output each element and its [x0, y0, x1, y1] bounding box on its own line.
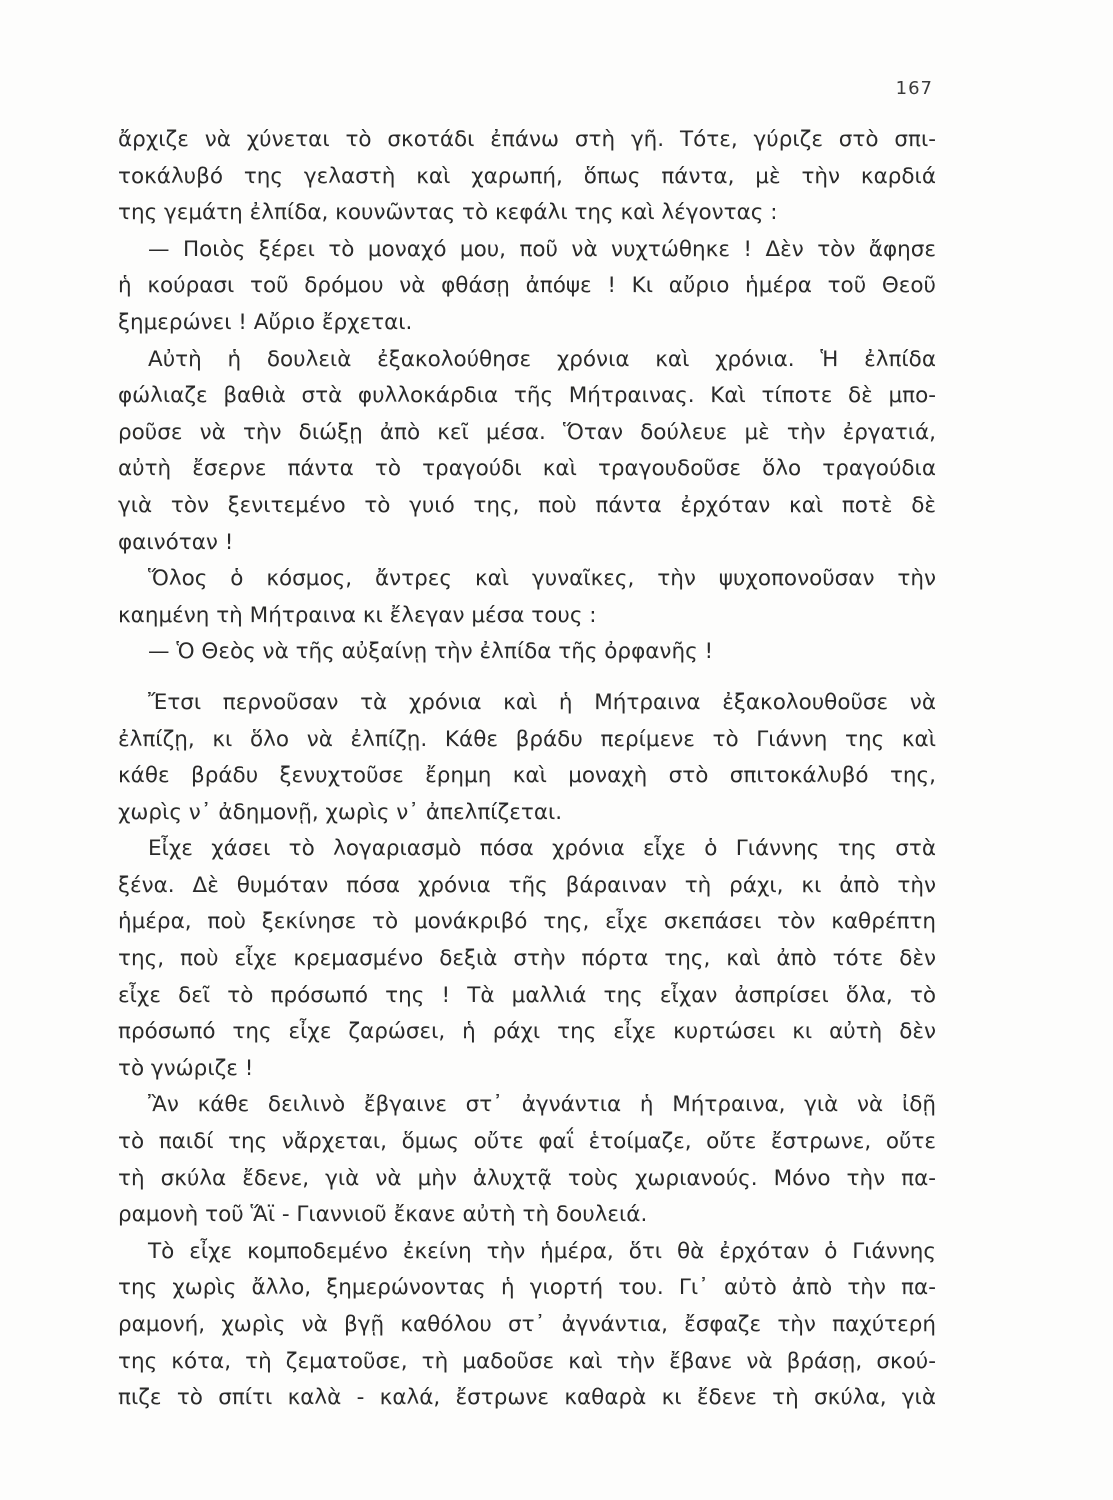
- text-line: εἶχε δεῖ τὸ πρόσωπό της ! Τὰ μαλλιά της εἶχαν ἀσπρίσει ὅλα, τὸ: [118, 982, 936, 1008]
- text-line: Ἔτσι περνοῦσαν τὰ χρόνια καὶ ἡ Μήτραινα ἐξακολουθοῦσε νὰ: [148, 689, 936, 715]
- text-line: Τὸ εἶχε κομποδεμένο ἐκείνη τὴν ἡμέρα, ὅτι θὰ ἐρχόταν ὁ Γιάννης: [148, 1238, 936, 1264]
- text-line: φαινόταν !: [118, 529, 234, 555]
- text-line: τὸ γνώριζε !: [118, 1055, 254, 1081]
- text-line: ροῦσε νὰ τὴν διώξῃ ἀπὸ κεῖ μέσα. Ὅταν δούλευε μὲ τὴν ἐργατιά,: [118, 419, 936, 445]
- text-line: πιζε τὸ σπίτι καλὰ - καλά, ἔστρωνε καθαρὰ κι ἔδενε τὴ σκύλα, γιὰ: [118, 1385, 936, 1411]
- text-line: ξένα. Δὲ θυμόταν πόσα χρόνια τῆς βάραιναν τὴ ράχι, κι ἀπὸ τὴν: [118, 872, 936, 898]
- text-line: Εἶχε χάσει τὸ λογαριασμὸ πόσα χρόνια εἶχε ὁ Γιάννης της στὰ: [148, 836, 936, 862]
- text-line: πρόσωπό της εἶχε ζαρώσει, ἡ ράχι της εἶχε κυρτώσει κι αὐτὴ δὲν: [118, 1019, 936, 1045]
- text-line: γιὰ τὸν ξενιτεμένο τὸ γυιό της, ποὺ πάντα ἐρχόταν καὶ ποτὲ δὲ: [118, 492, 936, 518]
- text-line: τὴ σκύλα ἔδενε, γιὰ νὰ μὴν ἀλυχτᾷ τοὺς χωριανούς. Μόνο τὴν πα-: [118, 1165, 936, 1191]
- text-line: φώλιαζε βαθιὰ στὰ φυλλοκάρδια τῆς Μήτραινας. Καὶ τίποτε δὲ μπο-: [118, 383, 936, 409]
- text-line: Ὅλος ὁ κόσμος, ἄντρες καὶ γυναῖκες, τὴν ψυχοπονοῦσαν τὴν: [148, 566, 936, 592]
- text-line: — Ποιὸς ξέρει τὸ μοναχό μου, ποῦ νὰ νυχτώθηκε ! Δὲν τὸν ἄφησε: [148, 236, 936, 262]
- text-line: ραμονὴ τοῦ Ἅϊ - Γιαννιοῦ ἔκανε αὐτὴ τὴ δουλειά.: [118, 1202, 648, 1228]
- text-line: τοκάλυβό της γελαστὴ καὶ χαρωπή, ὅπως πάντα, μὲ τὴν καρδιά: [118, 163, 936, 189]
- page-number: 167: [895, 78, 933, 99]
- text-line: χωρὶς ν᾽ ἀδημονῇ, χωρὶς ν᾽ ἀπελπίζεται.: [118, 799, 563, 825]
- text-line: ἡ κούρασι τοῦ δρόμου νὰ φθάσῃ ἀπόψε ! Κι αὔριο ἡμέρα τοῦ Θεοῦ: [118, 273, 936, 299]
- text-line: ἡμέρα, ποὺ ξεκίνησε τὸ μονάκριβό της, εἶχε σκεπάσει τὸν καθρέπτη: [118, 909, 936, 935]
- text-line: τὸ παιδί της νἄρχεται, ὅμως οὔτε φαΐ ἑτοίμαζε, οὔτε ἔστρωνε, οὔτε: [118, 1129, 936, 1155]
- text-line: ραμονή, χωρὶς νὰ βγῇ καθόλου στ᾽ ἀγνάντια, ἔσφαζε τὴν παχύτερή: [118, 1312, 936, 1337]
- text-line: της γεμάτη ἐλπίδα, κουνῶντας τὸ κεφάλι της καὶ λέγοντας :: [118, 200, 778, 226]
- text-line: της κότα, τὴ ζεματοῦσε, τὴ μαδοῦσε καὶ τὴν ἔβανε νὰ βράσῃ, σκού-: [118, 1348, 936, 1374]
- text-line: της, ποὺ εἶχε κρεμασμένο δεξιὰ στὴν πόρτα της, καὶ ἀπὸ τότε δὲν: [118, 946, 936, 972]
- text-line: Αὐτὴ ἡ δουλειὰ ἐξακολούθησε χρόνια καὶ χρόνια. Ἡ ἐλπίδα: [148, 346, 936, 372]
- text-line: ἄρχιζε νὰ χύνεται τὸ σκοτάδι ἐπάνω στὴ γῆ. Τότε, γύριζε στὸ σπι-: [118, 127, 936, 152]
- body-text: [118, 122, 936, 1417]
- text-line: κάθε βράδυ ξενυχτοῦσε ἔρημη καὶ μοναχὴ στὸ σπιτοκάλυβό της,: [118, 763, 936, 789]
- text-line: Ἂν κάθε δειλινὸ ἔβγαινε στ᾽ ἀγνάντια ἡ Μήτραινα, γιὰ νὰ ἰδῇ: [148, 1092, 936, 1118]
- text-line: καημένη τὴ Μήτραινα κι ἔλεγαν μέσα τους :: [118, 602, 597, 628]
- text-line: της χωρὶς ἄλλο, ξημερώνοντας ἡ γιορτή του. Γι᾽ αὐτὸ ἀπὸ τὴν πα-: [118, 1275, 936, 1301]
- text-line: ξημερώνει ! Αὔριο ἔρχεται.: [118, 309, 413, 335]
- text-line: ἐλπίζῃ, κι ὅλο νὰ ἐλπίζῃ. Κάθε βράδυ περίμενε τὸ Γιάννη της καὶ: [118, 726, 936, 752]
- text-line: αὐτὴ ἔσερνε πάντα τὸ τραγούδι καὶ τραγουδοῦσε ὅλο τραγούδια: [118, 456, 936, 482]
- text-line: — Ὁ Θεὸς νὰ τῆς αὐξαίνῃ τὴν ἐλπίδα τῆς ὀρφανῆς !: [148, 639, 714, 665]
